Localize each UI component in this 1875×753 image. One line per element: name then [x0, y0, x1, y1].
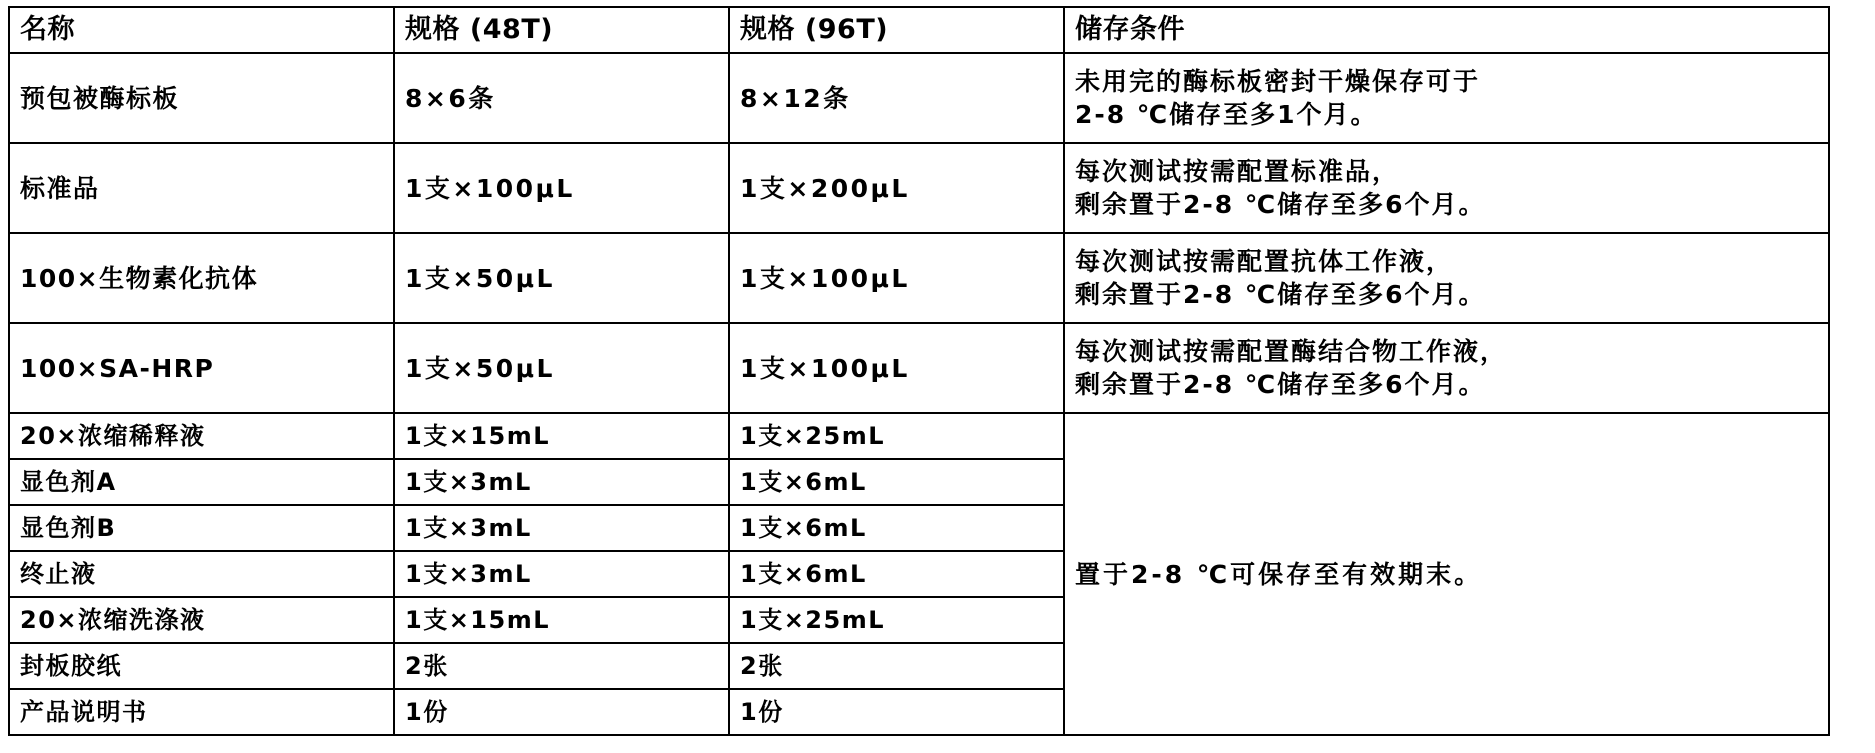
- table-row: [9, 143, 1829, 233]
- storage-line: 剩余置于2-8 ℃储存至多6个月。: [1075, 280, 1486, 310]
- cell-spec-48t: 1支×15mL: [394, 413, 729, 459]
- cell-name: 20×浓缩稀释液: [9, 413, 394, 459]
- storage-line: 剩余置于2-8 ℃储存至多6个月。: [1075, 370, 1486, 400]
- cell-spec-48t: 2张: [394, 643, 729, 689]
- storage-line: 每次测试按需配置标准品，: [1075, 156, 1400, 186]
- cell-spec-48t: 1支×3mL: [394, 551, 729, 597]
- cell-spec-48t: 1支×50μL: [394, 233, 729, 323]
- cell-storage: [1064, 233, 1829, 323]
- cell-name: 100×SA-HRP: [9, 323, 394, 413]
- cell-spec-96t: 2张: [729, 643, 1064, 689]
- cell-name: 预包被酶标板: [9, 53, 394, 143]
- storage-line: 每次测试按需配置酶结合物工作液，: [1075, 336, 1508, 366]
- cell-storage-merged: 置于2-8 ℃可保存至有效期末。: [1064, 413, 1829, 735]
- cell-spec-96t: 1份: [729, 689, 1064, 735]
- column-header-spec-96t: 规格 (96T): [729, 7, 1064, 53]
- cell-name: 封板胶纸: [9, 643, 394, 689]
- column-header-storage: 储存条件: [1064, 7, 1829, 53]
- document-page: [0, 6, 1875, 753]
- table-row: [9, 233, 1829, 323]
- cell-name: 100×生物素化抗体: [9, 233, 394, 323]
- storage-line: 2-8 ℃储存至多1个月。: [1075, 100, 1378, 130]
- cell-storage: [1064, 143, 1829, 233]
- kit-components-table: [8, 6, 1830, 736]
- cell-name: 显色剂A: [9, 459, 394, 505]
- table-row: [9, 323, 1829, 413]
- cell-spec-48t: 8×6条: [394, 53, 729, 143]
- cell-spec-96t: 8×12条: [729, 53, 1064, 143]
- cell-spec-96t: 1支×100μL: [729, 323, 1064, 413]
- cell-name: 标准品: [9, 143, 394, 233]
- table-row: [9, 413, 1829, 459]
- table-body: [9, 53, 1829, 735]
- cell-spec-96t: 1支×6mL: [729, 551, 1064, 597]
- storage-line: 剩余置于2-8 ℃储存至多6个月。: [1075, 190, 1486, 220]
- column-header-spec-48t: 规格 (48T): [394, 7, 729, 53]
- storage-line: 未用完的酶标板密封干燥保存可于: [1075, 66, 1481, 96]
- table-header-row: [9, 7, 1829, 53]
- cell-name: 产品说明书: [9, 689, 394, 735]
- cell-spec-96t: 1支×25mL: [729, 413, 1064, 459]
- cell-spec-48t: 1支×3mL: [394, 459, 729, 505]
- storage-line: 每次测试按需配置抗体工作液，: [1075, 246, 1454, 276]
- table-header: [9, 7, 1829, 53]
- cell-spec-96t: 1支×6mL: [729, 505, 1064, 551]
- cell-spec-96t: 1支×25mL: [729, 597, 1064, 643]
- cell-spec-48t: 1份: [394, 689, 729, 735]
- cell-spec-96t: 1支×6mL: [729, 459, 1064, 505]
- cell-name: 显色剂B: [9, 505, 394, 551]
- table-row: [9, 53, 1829, 143]
- cell-spec-96t: 1支×200μL: [729, 143, 1064, 233]
- cell-name: 20×浓缩洗涤液: [9, 597, 394, 643]
- cell-spec-48t: 1支×100μL: [394, 143, 729, 233]
- cell-storage: [1064, 323, 1829, 413]
- cell-spec-48t: 1支×50μL: [394, 323, 729, 413]
- cell-storage: [1064, 53, 1829, 143]
- column-header-name: 名称: [9, 7, 394, 53]
- cell-spec-48t: 1支×15mL: [394, 597, 729, 643]
- cell-name: 终止液: [9, 551, 394, 597]
- cell-spec-48t: 1支×3mL: [394, 505, 729, 551]
- cell-spec-96t: 1支×100μL: [729, 233, 1064, 323]
